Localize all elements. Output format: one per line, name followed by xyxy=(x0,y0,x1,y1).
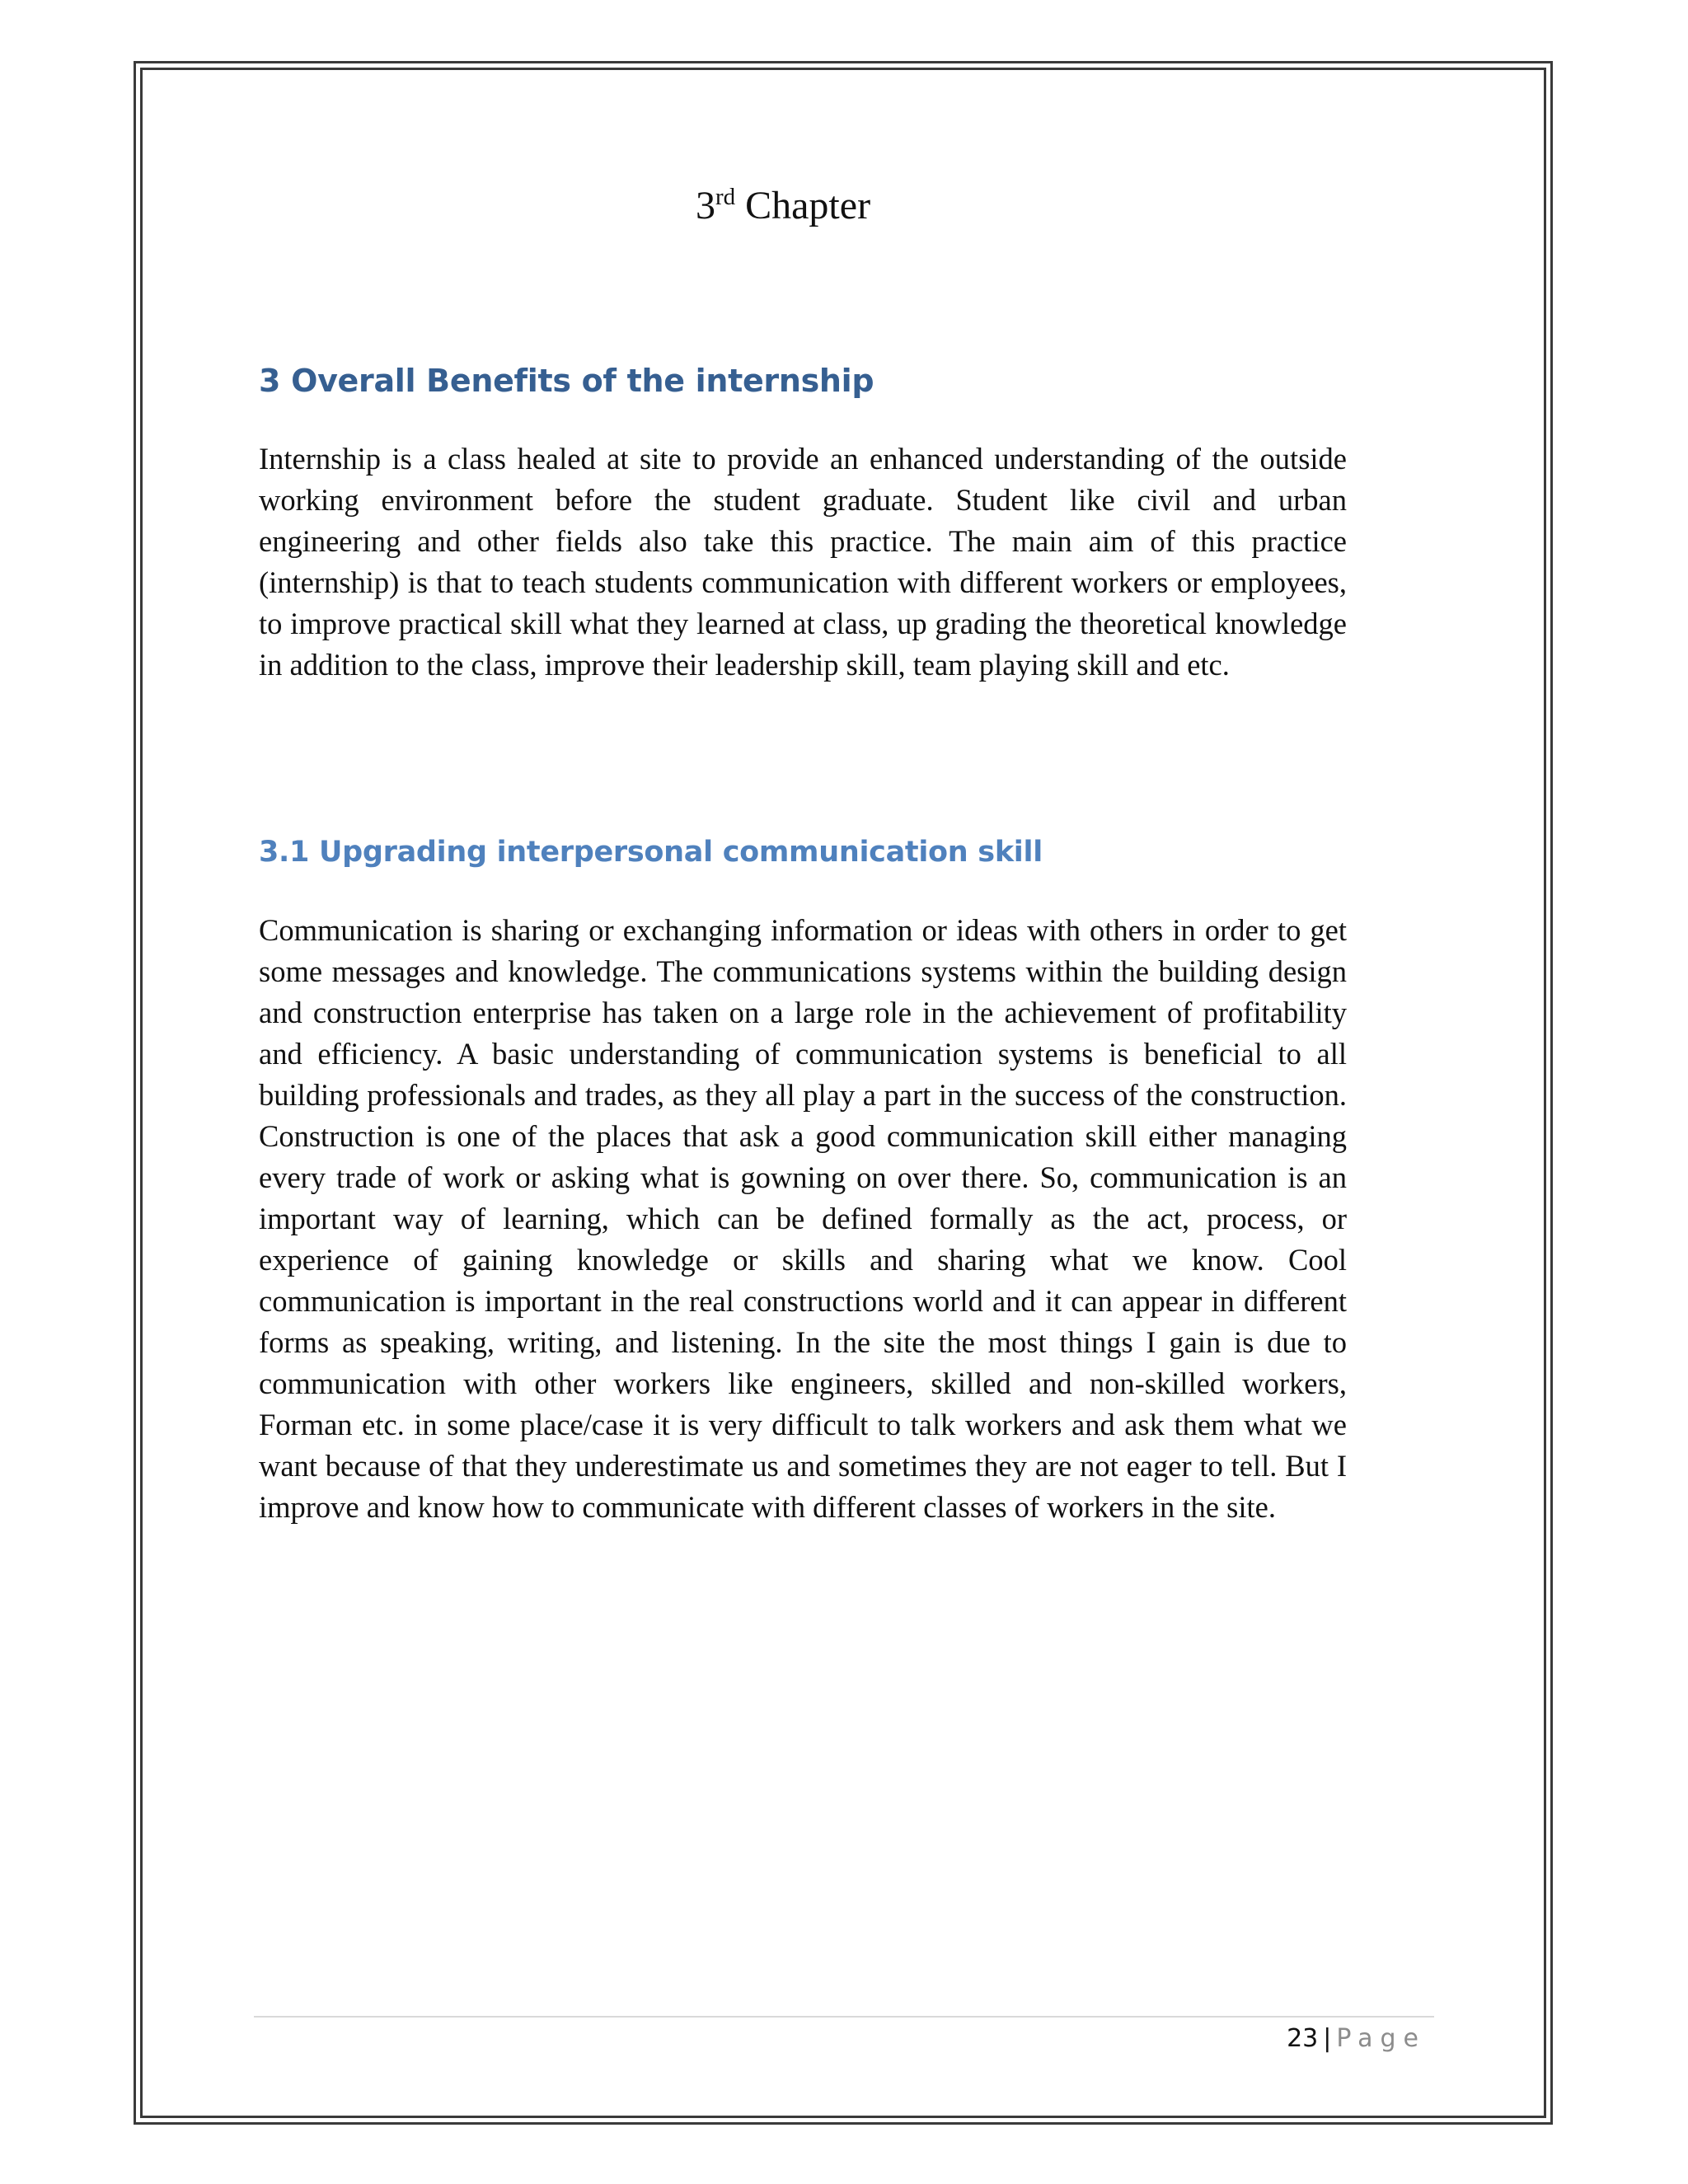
section-heading-overall-benefits: 3 Overall Benefits of the internship xyxy=(259,363,874,399)
chapter-word: Chapter xyxy=(745,184,871,227)
page-number: 23 xyxy=(1287,2024,1319,2053)
footer-rule xyxy=(254,2016,1434,2018)
page-footer xyxy=(1287,2024,1426,2053)
page-label: Page xyxy=(1336,2024,1426,2053)
section-heading-interpersonal-communication: 3.1 Upgrading interpersonal communication skill xyxy=(259,836,1043,869)
footer-separator: | xyxy=(1323,2024,1332,2053)
section-paragraph-interpersonal-communication: Communication is sharing or exchanging information or ideas with others in order to get some messages and knowledge. The communications systems within the building design and construction enterprise has taken on a large role in the achievement of profitability and efficiency. A basic understanding of communication systems is beneficial to all building professionals and trades, as they all play a part in the success of the construction. Construction is one of the places that ask a good communication skill either managing every trade of work or asking what is gowning on over there. So, communication is an important way of learning, which can be defined formally as the act, process, or experience of gaining knowledge or skills and sharing what we know. Cool communication is important in the real constructions world and it can appear in different forms as speaking, writing, and listening. In the site the most things I gain is due to communication with other workers like engineers, skilled and non-skilled workers, Forman etc. in some place/case it is very difficult to talk workers and ask them what we want because of that they underestimate us and sometimes they are not eager to tell. But I improve and know how to communicate with different classes of workers in the site. xyxy=(259,913,1347,1524)
chapter-title xyxy=(0,183,1566,228)
chapter-ordinal-suffix: rd xyxy=(715,184,736,210)
section-paragraph-overall-benefits: Internship is a class healed at site to provide an enhanced understanding of the outside working environment before the student graduate. Student like civil and urban engineering and other fields also take this practice. The main aim of this practice (internship) is that to teach students communication with different workers or employees, to improve practical skill what they learned at class, up grading the theoretical knowledge in addition to the class, improve their leadership skill, team playing skill and etc. xyxy=(259,442,1347,682)
chapter-number: 3 xyxy=(695,184,715,227)
